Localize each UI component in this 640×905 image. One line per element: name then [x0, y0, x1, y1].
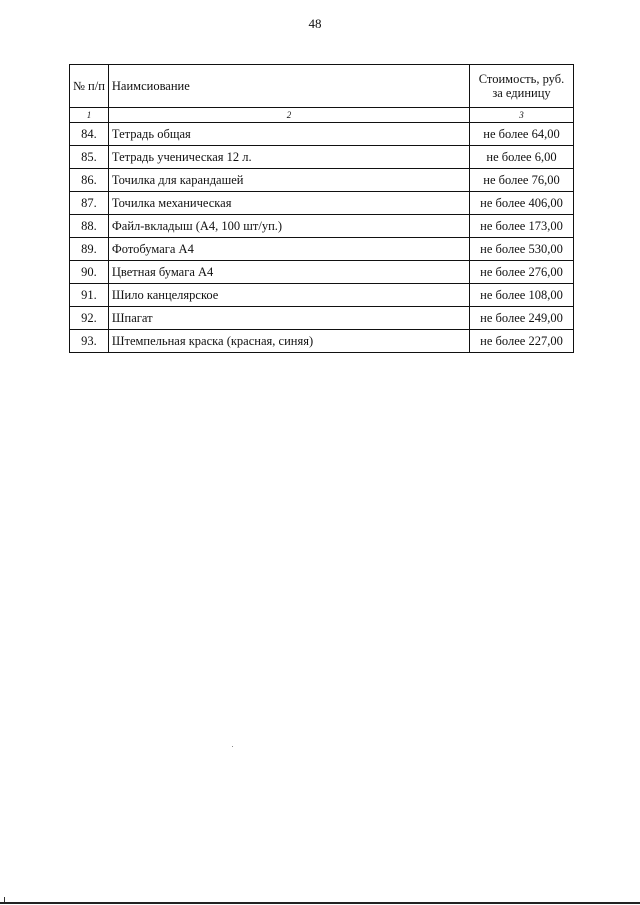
row-price: не более 76,00: [470, 169, 574, 192]
row-price: не более 108,00: [470, 284, 574, 307]
row-price: не более 406,00: [470, 192, 574, 215]
table-row: [70, 192, 574, 215]
row-name: Тетрадь общая: [108, 123, 469, 146]
row-name: Файл-вкладыш (А4, 100 шт/уп.): [108, 215, 469, 238]
table-row: [70, 330, 574, 353]
table-row: [70, 123, 574, 146]
table-row: [70, 238, 574, 261]
table-body: [70, 65, 574, 353]
table-row: [70, 146, 574, 169]
header-price-line2: за единицу: [492, 86, 551, 100]
row-number: 85.: [70, 146, 109, 169]
row-price: не более 249,00: [470, 307, 574, 330]
column-index-2: 2: [108, 108, 469, 123]
row-price: не более 6,00: [470, 146, 574, 169]
header-price: [470, 65, 574, 108]
page-number: 48: [308, 16, 322, 31]
column-index-3: 3: [470, 108, 574, 123]
row-number: 84.: [70, 123, 109, 146]
row-name: Фотобумага А4: [108, 238, 469, 261]
row-name: Точилка механическая: [108, 192, 469, 215]
row-price: не более 64,00: [470, 123, 574, 146]
row-number: 92.: [70, 307, 109, 330]
row-price: не более 276,00: [470, 261, 574, 284]
row-name: Цветная бумага А4: [108, 261, 469, 284]
row-price: не более 530,00: [470, 238, 574, 261]
table-row: [70, 261, 574, 284]
header-price-line1: Стоимость, руб.: [478, 71, 565, 86]
table-row: [70, 215, 574, 238]
header-number: № п/п: [70, 65, 109, 108]
scan-speck: [232, 746, 233, 747]
row-price: не более 227,00: [470, 330, 574, 353]
row-name: Штемпельная краска (красная, синяя): [108, 330, 469, 353]
table-row: [70, 169, 574, 192]
row-number: 88.: [70, 215, 109, 238]
row-name: Точилка для карандашей: [108, 169, 469, 192]
table-row: [70, 307, 574, 330]
table-header-row: [70, 65, 574, 108]
row-number: 86.: [70, 169, 109, 192]
price-table: [69, 64, 574, 353]
row-name: Шпагат: [108, 307, 469, 330]
row-number: 89.: [70, 238, 109, 261]
row-price: не более 173,00: [470, 215, 574, 238]
row-name: Тетрадь ученическая 12 л.: [108, 146, 469, 169]
row-number: 90.: [70, 261, 109, 284]
table-row: [70, 284, 574, 307]
row-number: 93.: [70, 330, 109, 353]
column-index-1: 1: [70, 108, 109, 123]
header-name: Наимсиование: [108, 65, 469, 108]
row-name: Шило канцелярское: [108, 284, 469, 307]
row-number: 91.: [70, 284, 109, 307]
row-number: 87.: [70, 192, 109, 215]
column-index-row: [70, 108, 574, 123]
scan-bottom-edge: [0, 902, 640, 904]
